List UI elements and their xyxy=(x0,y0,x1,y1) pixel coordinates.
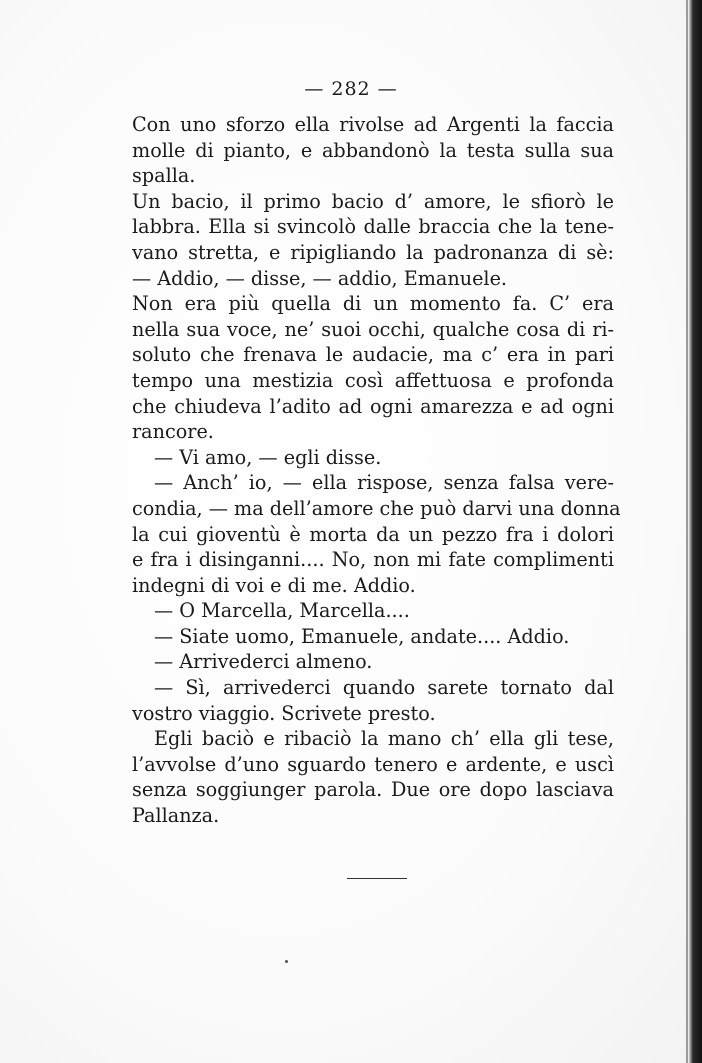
paper-speck xyxy=(285,960,288,963)
text-line: e fra i disinganni.... No, non mi fate complimenti xyxy=(132,548,614,572)
text-line: che chiudeva l’adito ad ogni amarezza e ad ogni xyxy=(132,394,614,418)
text-line: indegni di voi e di me. Addio. xyxy=(132,573,416,597)
text-line: Pallanza. xyxy=(132,804,220,828)
text-line: — Vi amo, — egli disse. xyxy=(154,445,382,469)
text-line: l’avvolse d’uno sguardo tenero e ardente, e uscì xyxy=(132,752,614,776)
text-line: la cui gioventù è morta da un pezzo fra i dolori xyxy=(132,522,614,546)
text-line: tempo una mestizia così affettuosa e profonda xyxy=(132,368,614,392)
text-line: labbra. Ella si svincolò dalle braccia che la tene- xyxy=(132,215,614,239)
section-end-rule xyxy=(347,878,407,879)
text-line: — Siate uomo, Emanuele, andate.... Addio. xyxy=(154,624,570,648)
text-line: Non era più quella di un momento fa. C’ era xyxy=(132,292,614,316)
text-line: condia, — ma dell’amore che può darvi una donna xyxy=(132,496,621,520)
text-line: nella sua voce, ne’ suoi occhi, qualche cosa di ri- xyxy=(132,317,614,341)
text-line: soluto che frenava le audacie, ma c’ era in pari xyxy=(132,343,614,367)
text-line: Egli baciò e ribaciò la mano ch’ ella gli tese, xyxy=(154,727,614,751)
text-line: senza soggiunger parola. Due ore dopo lasciava xyxy=(132,778,614,802)
text-line: Con uno sforzo ella rivolse ad Argenti la faccia xyxy=(132,113,614,136)
text-line: — Sì, arrivederci quando sarete tornato dal xyxy=(154,676,614,700)
book-spine xyxy=(688,0,702,1063)
page-number: — 282 — xyxy=(304,78,398,100)
text-line: vostro viaggio. Scrivete presto. xyxy=(132,701,436,725)
text-line: spalla. xyxy=(132,164,196,188)
body-text xyxy=(132,112,621,829)
text-line: — Anch’ io, — ella rispose, senza falsa vere- xyxy=(154,471,614,495)
text-line: rancore. xyxy=(132,420,214,444)
text-line: vano stretta, e ripigliando la padronanza di sè: xyxy=(132,240,614,264)
text-line: — Addio, — disse, — addio, Emanuele. xyxy=(132,266,508,290)
text-line: — O Marcella, Marcella.... xyxy=(154,599,410,623)
text-line: Un bacio, il primo bacio d’ amore, le sfiorò le xyxy=(132,189,614,213)
text-line: molle di pianto, e abbandonò la testa sulla sua xyxy=(132,138,614,162)
text-line: — Arrivederci almeno. xyxy=(154,650,373,674)
